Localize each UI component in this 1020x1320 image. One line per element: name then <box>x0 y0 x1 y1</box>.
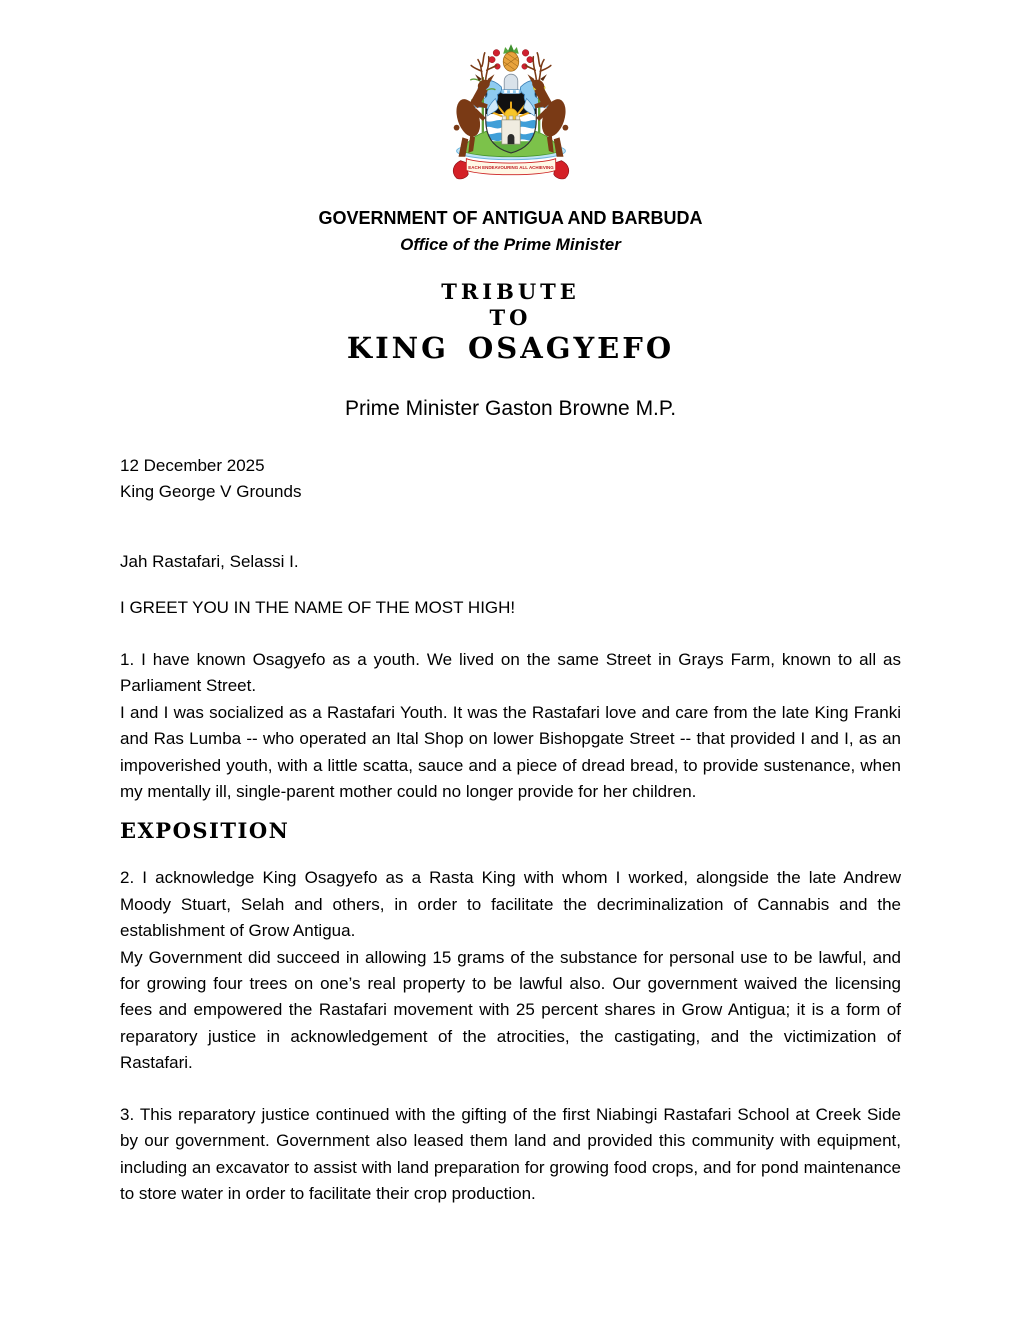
title-line-to: TO <box>489 305 532 330</box>
paragraph-3 <box>120 1102 901 1208</box>
crest-motto-text: EACH ENDEAVOURING ALL ACHIEVING <box>467 164 554 170</box>
paragraph-2 <box>120 865 901 1076</box>
event-meta <box>120 453 901 505</box>
crest-tower-icon <box>501 116 519 144</box>
date-line: 12 December 2025 <box>120 456 265 475</box>
helmet-icon <box>501 74 520 93</box>
paragraph-2a: 2. I acknowledge King Osagyefo as a Rasta King with whom I worked, alongside the late Andrew Moody Stuart, Selah and others, in order to facilitate the decriminalization of Cannabis and the establishment of Grow Antigua. <box>120 868 901 941</box>
salutation-line: Jah Rastafari, Selassi I. <box>120 552 299 571</box>
coat-of-arms-icon <box>443 40 579 190</box>
government-title: GOVERNMENT OF ANTIGUA AND BARBUDA <box>318 208 703 228</box>
prime-minister-name: Prime Minister Gaston Browne M.P. <box>344 397 677 420</box>
greeting-line: I GREET YOU IN THE NAME OF THE MOST HIGH! <box>120 598 516 617</box>
paragraph-1b: I and I was socialized as a Rastafari Youth. It was the Rastafari love and care from the late King Franki and Ras Lumba -- who operated an Ital Shop on lower Bishopgate Street -- that provided I and I, as an impoverished youth, with a little scatta, sauce and a piece of dread bread, to provide sustenance, when my mentally ill, single-parent mother could no longer provide for her children. <box>120 702 901 802</box>
paragraph-1 <box>120 647 901 805</box>
title-block <box>120 279 901 365</box>
section-heading-exposition: EXPOSITION <box>120 818 290 844</box>
pineapple-icon <box>503 44 519 71</box>
title-line-tribute: TRIBUTE <box>441 279 580 304</box>
motto-scroll-icon <box>453 159 569 179</box>
office-subtitle: Office of the Prime Minister <box>400 235 621 254</box>
paragraph-1a: 1. I have known Osagyefo as a youth. We lived on the same Street in Grays Farm, known to all as Parliament Street. <box>120 650 901 696</box>
title-line-king-osagyefo: KING OSAGYEFO <box>346 331 675 365</box>
paragraph-2b: My Government did succeed in allowing 15 grams of the substance for personal use to be lawful, and for growing four trees on one’s real property to be lawful also. Our government waived the licensing fees and empowered the Rastafari movement with 25 percent shares in Grow Antigua; it is a form of reparatory justice in acknowledgement of the atrocities, the castigating, and the victimization of Rastafari. <box>120 947 901 1073</box>
location-line: King George V Grounds <box>120 482 302 501</box>
paragraph-3-text: 3. This reparatory justice continued with the gifting of the first Niabingi Rastafari School at Creek Side by our government. Government also leased them land and provided this community with equipment, including an excavator to assist with land preparation for growing food crops, and for pond maintenance to store water in order to facilitate their crop production. <box>120 1104 901 1203</box>
